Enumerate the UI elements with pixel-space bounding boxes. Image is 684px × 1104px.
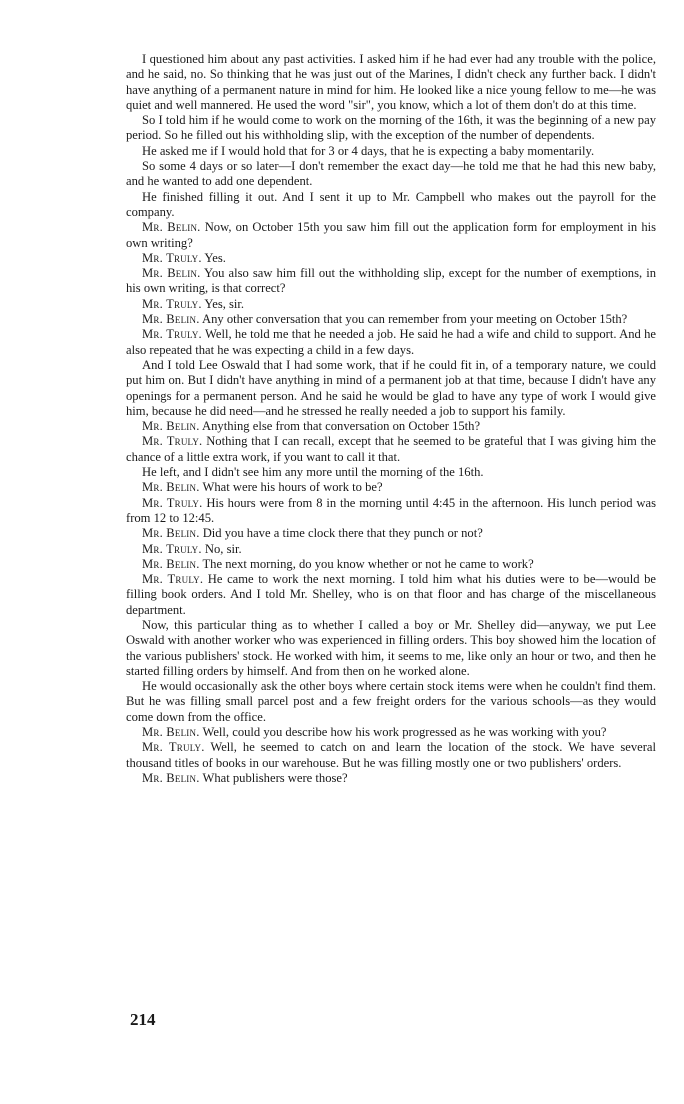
paragraph-text: Well, he seemed to catch on and learn the location of the stock. We have several thousand titles of books in our warehouse. But he was filling mostly one or two publishers' orders. (126, 740, 657, 770)
paragraph (126, 740, 656, 771)
speaker: Mr. Belin. (142, 419, 200, 434)
paragraph-text: He finished filling it out. And I sent it up to Mr. Campbell who makes out the payroll for the company. (126, 189, 656, 219)
paragraph-text: Nothing that I can recall, except that he seemed to be grateful that I was giving him the chance of a little extra work, if you want to call it that. (126, 434, 656, 464)
speaker: Mr. Belin. (142, 312, 200, 327)
paragraph-text: What were his hours of work to be? (202, 480, 383, 495)
paragraph (126, 572, 656, 618)
paragraph (126, 419, 656, 434)
testimony-text (126, 52, 656, 786)
paragraph-text: He asked me if I would hold that for 3 or 4 days, that he is expecting a baby momentarily. (142, 143, 595, 158)
speaker: Mr. Belin. (142, 266, 201, 281)
paragraph (126, 679, 656, 725)
paragraph-text: Yes, sir. (204, 296, 245, 311)
paragraph-text: I questioned him about any past activities. I asked him if he had ever had any trouble with the police, and he said, no. So thinking that he was just out of the Marines, I didn't check any further back. I didn't have anything of a permanent nature in mind for him. He looked like a nice young fellow to me—he was quiet and well mannered. He used the word "sir", you know, which a lot of them don't do at this time. (126, 52, 656, 112)
paragraph (126, 358, 656, 419)
paragraph (126, 52, 656, 113)
paragraph (126, 480, 656, 495)
speaker: Mr. Belin. (142, 220, 201, 235)
paragraph (126, 220, 656, 251)
page-number: 214 (130, 1010, 156, 1029)
speaker: Mr. Truly. (142, 296, 202, 311)
paragraph-text: And I told Lee Oswald that I had some work, that if he could fit in, of a temporary nature, we could put him on. But I didn't have anything in mind of a permanent job at that time, because I didn't have any openings for a permanent person. And he said he would be glad to have any type of work I would give him, because he did need—and he stressed he really needed a job to support his family. (126, 357, 656, 418)
paragraph-text: So some 4 days or so later—I don't remember the exact day—he told me that he had this new baby, and he wanted to add one dependent. (126, 159, 656, 189)
paragraph (126, 725, 656, 740)
paragraph (126, 434, 656, 465)
speaker: Mr. Truly. (142, 434, 203, 449)
paragraph-text: Any other conversation that you can remember from your meeting on October 15th? (202, 312, 628, 327)
speaker: Mr. Truly. (142, 541, 202, 556)
speaker: Mr. Truly. (142, 327, 202, 342)
paragraph-text: Yes. (204, 250, 226, 265)
paragraph-text: He left, and I didn't see him any more until the morning of the 16th. (142, 465, 484, 480)
paragraph (126, 542, 656, 557)
speaker: Mr. Belin. (142, 526, 200, 541)
paragraph (126, 266, 656, 297)
paragraph-text: Well, he told me that he needed a job. He said he had a wife and child to support. And he also repeated that he was expecting a child in a few days. (126, 327, 657, 357)
paragraph (126, 297, 656, 312)
speaker: Mr. Belin. (142, 770, 200, 785)
paragraph (126, 113, 656, 144)
paragraph-text: So I told him if he would come to work on the morning of the 16th, it was the beginning of a new pay period. So he filled out his withholding slip, with the exception of the number of dependents. (126, 113, 656, 143)
speaker: Mr. Belin. (142, 725, 200, 740)
paragraph (126, 771, 656, 786)
speaker: Mr. Belin. (142, 556, 200, 571)
paragraph (126, 312, 656, 327)
paragraph (126, 526, 656, 541)
paragraph (126, 496, 656, 527)
speaker: Mr. Truly. (142, 740, 205, 755)
speaker: Mr. Truly. (142, 495, 203, 510)
paragraph-text: His hours were from 8 in the morning until 4:45 in the afternoon. His lunch period was from 12 to 12:45. (126, 495, 656, 525)
paragraph-text: Now, on October 15th you saw him fill out the application form for employment in his own writing? (126, 220, 657, 250)
paragraph-text: Now, this particular thing as to whether I called a boy or Mr. Shelley did—anyway, we put Lee Oswald with another worker who was experienced in filling orders. This boy showed him the location of the various publishers' stock. He worked with him, it seems to me, like only an hour or two, and then he started filling orders by himself. And from then on he worked alone. (126, 617, 656, 678)
paragraph (126, 465, 656, 480)
paragraph (126, 557, 656, 572)
paragraph-text: He would occasionally ask the other boys where certain stock items were when he couldn't find them. But he was filling small parcel post and a few freight orders for the various schools—as they would come down from the office. (126, 679, 656, 724)
paragraph-text: Did you have a time clock there that they punch or not? (202, 526, 483, 541)
paragraph (126, 159, 656, 190)
paragraph (126, 190, 656, 221)
speaker: Mr. Truly. (142, 250, 202, 265)
paragraph-text: The next morning, do you know whether or not he came to work? (202, 556, 534, 571)
speaker: Mr. Belin. (142, 480, 200, 495)
speaker: Mr. Truly. (142, 572, 204, 587)
paragraph-text: He came to work the next morning. I told him what his duties were to be—would be filling book orders. And I told Mr. Shelley, who is on that floor and has charge of the miscellaneous department. (126, 572, 656, 617)
paragraph-text: You also saw him fill out the withholding slip, except for the number of exemptions, in his own writing, is that correct? (126, 266, 657, 296)
paragraph-text: Well, could you describe how his work progressed as he was working with you? (202, 725, 607, 740)
paragraph (126, 327, 656, 358)
paragraph-text: What publishers were those? (202, 770, 348, 785)
paragraph (126, 618, 656, 679)
paragraph (126, 251, 656, 266)
paragraph (126, 144, 656, 159)
paragraph-text: No, sir. (204, 541, 242, 556)
paragraph-text: Anything else from that conversation on October 15th? (202, 419, 481, 434)
